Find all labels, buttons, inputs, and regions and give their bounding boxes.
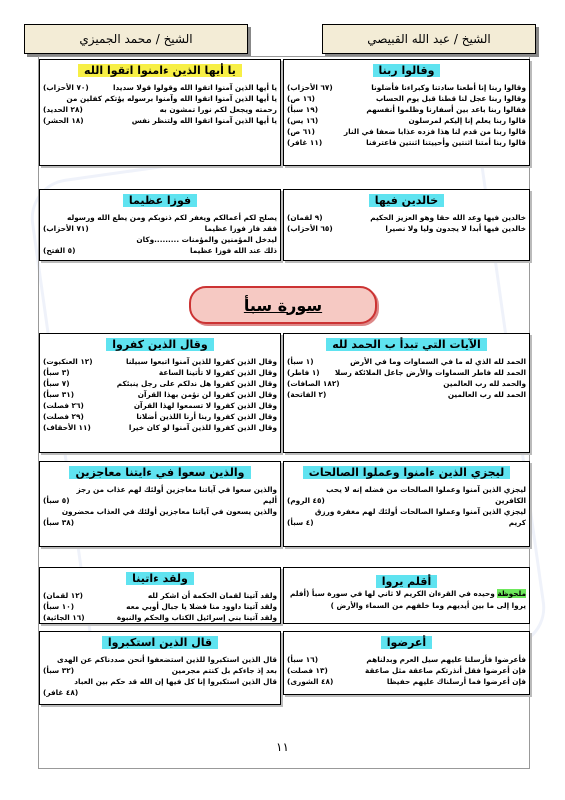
verse-reference: (١٨٢ الصافات) [287,379,340,388]
card-body [43,484,277,544]
verse-reference: (٣٢ سبأ) [43,666,75,675]
card-body [287,356,526,450]
card-ya-ayyuha [39,59,281,166]
verse-reference: (٤٥ الروم) [287,496,325,505]
verse-text: خالدين فيها أبدا لا يجدون وليا ولا نصيرا [385,224,526,233]
verse-reference: (١٣ فصلت) [287,666,328,675]
verse-line [287,665,526,676]
card-title: فوزا عظيما [123,194,197,207]
card-title: ولقد ءاتينا [126,572,194,585]
verse-text: فإن أعرضوا فقل أنذرتكم صاعقة مثل صاعقة [365,666,526,675]
verse-line [287,115,526,126]
verse-line [43,687,277,698]
card-body [287,654,526,692]
verse-reference: (١٩ سبأ) [287,105,319,114]
verse-line [43,411,277,422]
card-title: ليجزي الذين ءامنوا وعملوا الصالحات [303,466,510,479]
verse-reference: (٦٥ الأحزاب) [287,224,333,233]
verse-line [43,612,277,623]
surah-title: سورة سبأ [243,295,323,315]
verse-line [287,126,526,137]
verse-text: خالدين فيها وعد الله حقا وهو العزيز الحكيم [370,213,526,222]
verse-text: الحمد لله الذي له ما في السماوات وما في الأرض [350,357,526,366]
card-saaw-fi-ayatina [39,461,281,547]
verse-line [287,212,526,223]
card-qaalu-rabbana [283,59,530,166]
verse-line [287,517,526,528]
verse-text: وقال الذين كفروا لا تسمعوا لهذا القرآن [133,401,277,410]
verse-line [43,223,277,234]
card-title: الآيات التي تبدأ ب الحمد لله [326,338,487,351]
verse-reference: (١٦ يس) [287,116,319,125]
verse-text: وقالوا ربنا عجل لنا قطنا قبل يوم الحساب [375,94,526,103]
verse-text: وقال الذين كفروا لن نؤمن بهذا القرآن [137,390,277,399]
verse-reference: (٢٦ فصلت) [43,401,84,410]
verse-text: الحمد لله فاطر السماوات والأرض جاعل الملائكة رسلا [334,368,526,377]
verse-reference: (١٢ لقمان) [43,591,83,600]
verse-line [43,484,277,495]
verse-text: ليجزي الذين آمنوا وعملوا الصالحات أولئك لهم مغفرة ورزق [314,507,526,516]
verse-line [287,93,526,104]
verse-text: وقال الذين كفروا للذين آمنوا اتبعوا سبيلنا [125,357,277,366]
verse-reference: (١٠ سبأ) [43,602,75,611]
verse-reference: (٣١ سبأ) [43,390,75,399]
verse-reference: (١ سبأ) [287,357,314,366]
verse-line [43,422,277,433]
verse-text: قالوا ربنا أمتنا اثنتين وأحييتنا اثنتين فاعترفنا [366,138,526,147]
verse-text: فقالوا ربنا باعد بين أسفارنا وظلموا أنفسهم [366,105,526,114]
verse-line [43,378,277,389]
verse-reference: (٤٨ غافر) [43,688,79,697]
verse-line [43,495,277,506]
verse-line [287,676,526,687]
card-body [43,590,277,621]
verse-line [43,82,277,93]
page-number: ١١ [276,740,289,754]
verse-text: الكافرين [495,496,526,505]
verse-reference: (٤٨ الشورى) [287,677,334,686]
verse-text: فقد فاز فوزا عظيما [204,224,277,233]
verse-line [287,137,526,148]
verse-reference: (١٨ الحشر) [43,116,84,125]
verse-line [287,104,526,115]
verse-reference: (٥ الفتح) [43,246,76,255]
verse-text: يصلح لكم أعمالكم ويغفر لكم ذنوبكم ومن يطع الله ورسوله [67,213,277,222]
verse-line [43,115,277,126]
verse-line [43,212,277,223]
verse-text: وقال الذين كفروا لا تأتينا الساعة [158,368,277,377]
verse-line [287,367,526,378]
verse-text: وقالوا ربنا إنا أطعنا سادتنا وكبراءنا فأضلونا [371,83,526,92]
verse-line [287,495,526,506]
note-text: وحيده في القرءان الكريم لا ثاني لها في سورة سبأ (أفلم يروا إلى ما بين أيديهم وما خلفهم من السماء والأرض ) [290,589,526,610]
verse-reference: (٢٩ فصلت) [43,412,84,421]
verse-reference: (١١ الأحقاف) [43,423,91,432]
verse-reference: (١٦ ص) [287,94,315,103]
verse-line [43,356,277,367]
verse-text: أليم [263,496,277,505]
card-body [287,484,526,544]
verse-text: رحمته ويجعل لكم نورا تمشون به [159,105,277,114]
card-fawzan-azeema [39,189,281,261]
card-body [287,212,526,258]
card-afalam-yaraw [283,567,530,624]
card-aaradu [283,631,530,695]
card-liyajziya [283,461,530,547]
card-alhamdulillah [283,333,530,453]
verse-line [43,400,277,411]
verse-line [43,676,277,687]
verse-text: وقال الذين كفروا للذين آمنوا لو كان خيرا [128,423,277,432]
verse-reference: (٢٨ الحديد) [43,105,83,114]
verse-reference: (٦١ ص) [287,127,315,136]
verse-text: ولقد آتينا لقمان الحكمة أن اشكر لله [147,591,277,600]
verse-reference: (١٦ الجاثية) [43,613,85,622]
verse-line [287,484,526,495]
card-body [43,82,277,163]
verse-text: والحمد لله رب العالمين [443,379,526,388]
verse-line [43,601,277,612]
verse-reference: (٢ الفاتحة) [287,390,327,399]
card-body [287,82,526,163]
verse-line [287,223,526,234]
card-title: يا أيها الذين ءامنوا اتقوا الله [78,64,242,77]
note-body [287,588,526,612]
verse-text: قالوا ربنا يعلم إنا إليكم لمرسلون [408,116,526,125]
verse-line [43,234,277,245]
verse-text: والذين يسعون في آياتنا معاجزين أولئك في العذاب محضرون [61,507,277,516]
verse-reference: (٩ لقمان) [287,213,323,222]
verse-text: كريم [508,518,526,527]
verse-line [43,245,277,256]
card-laqad-ataina [39,567,281,624]
verse-text: قالوا ربنا من قدم لنا هذا فزده عذابا ضعفا في النار [343,127,526,136]
verse-text: ولقد آتينا داوود منا فضلا يا جبال أوبي معه [126,602,277,611]
verse-line [287,82,526,93]
header-author-right: الشيخ / عبد الله القبيصي [322,24,536,54]
verse-text: ليجزي الذين آمنوا وعملوا الصالحات من فضله إنه لا يحب [326,485,526,494]
verse-line [43,389,277,400]
card-title: خالدين فيها [369,194,445,207]
verse-reference: (٦٧ الأحزاب) [287,83,333,92]
verse-line [43,590,277,601]
card-title: والذين سعوا في ءايتنا معاجزين [69,466,250,479]
surah-title-banner [189,286,377,324]
verse-reference: (٣٨ سبأ) [43,518,75,527]
verse-text: وقال الذين كفروا ربنا أرنا اللذين أضلانا [136,412,277,421]
card-istakbaru [39,631,281,705]
card-title: أعرضوا [381,636,432,649]
verse-reference: (٧ سبأ) [43,379,70,388]
card-khalideen-fiha [283,189,530,261]
verse-text: وقال الذين كفروا هل ندلكم على رجل ينبئكم [116,379,277,388]
verse-text: يا أيها الذين آمنوا اتقوا الله وقولوا قولا سديدا [113,83,277,92]
verse-text: فأعرضوا فأرسلنا عليهم سيل العرم وبدلناهم [366,655,526,664]
header-author-left: الشيخ / محمد الجميزي [24,24,248,54]
verse-reference: (٧٠ الأحزاب) [43,83,89,92]
verse-reference: (٤ سبأ) [287,518,314,527]
card-title: قال الذين استكبروا [102,636,218,649]
verse-reference: (١٦ سبأ) [287,655,319,664]
verse-text: بعد إذ جاءكم بل كنتم مجرمين [171,666,277,675]
verse-reference: (٥ سبأ) [43,496,70,505]
card-body [43,356,277,450]
card-title: وقالوا ربنا [373,64,441,77]
verse-line [43,104,277,115]
verse-line [287,654,526,665]
verse-reference: (٧١ الأحزاب) [43,224,89,233]
verse-line [287,506,526,517]
verse-text: قال الذين استكبروا إنا كل فيها إن الله قد حكم بين العباد [74,677,277,686]
card-title: أقلم يروا [376,575,438,588]
verse-text: فإن أعرضوا فما أرسلناك عليهم حفيظا [386,677,526,686]
verse-line [43,93,277,104]
verse-reference: (١ فاطر) [287,368,320,377]
verse-text: ليدخل المؤمنين والمؤمنات .........وكان [136,235,277,244]
verse-text: قال الذين استكبروا للذين استضعفوا أنحن صددناكم عن الهدى [57,655,277,664]
verse-line [43,654,277,665]
card-qala-alladhina-kafaru [39,333,281,453]
verse-reference: (٣ سبأ) [43,368,70,377]
verse-line [43,517,277,528]
verse-line [287,378,526,389]
verse-line [287,389,526,400]
note-label: ملحوظة [497,589,526,598]
verse-reference: (١١ غافر) [287,138,323,147]
card-title: وقال الذين كفروا [106,338,213,351]
verse-line [43,367,277,378]
verse-text: ذلك عند الله فوزا عظيما [189,246,277,255]
verse-text: يا أيها الذين آمنوا اتقوا الله ولتنظر نفس [131,116,277,125]
verse-line [287,356,526,367]
verse-line [43,506,277,517]
verse-text: والذين سعوا في آياتنا معاجزين أولئك لهم عذاب من رجز [76,485,277,494]
verse-reference: (١٢ العنكبوت) [43,357,93,366]
verse-text: الحمد لله رب العالمين [447,390,526,399]
card-body [43,212,277,258]
verse-text: يا أيها الذين آمنوا اتقوا الله وآمنوا برسوله يؤتكم كفلين من [66,94,277,103]
verse-line [43,665,277,676]
verse-text: ولقد آتينا بني إسرائيل الكتاب والحكم والنبوة [116,613,277,622]
card-body [43,654,277,702]
